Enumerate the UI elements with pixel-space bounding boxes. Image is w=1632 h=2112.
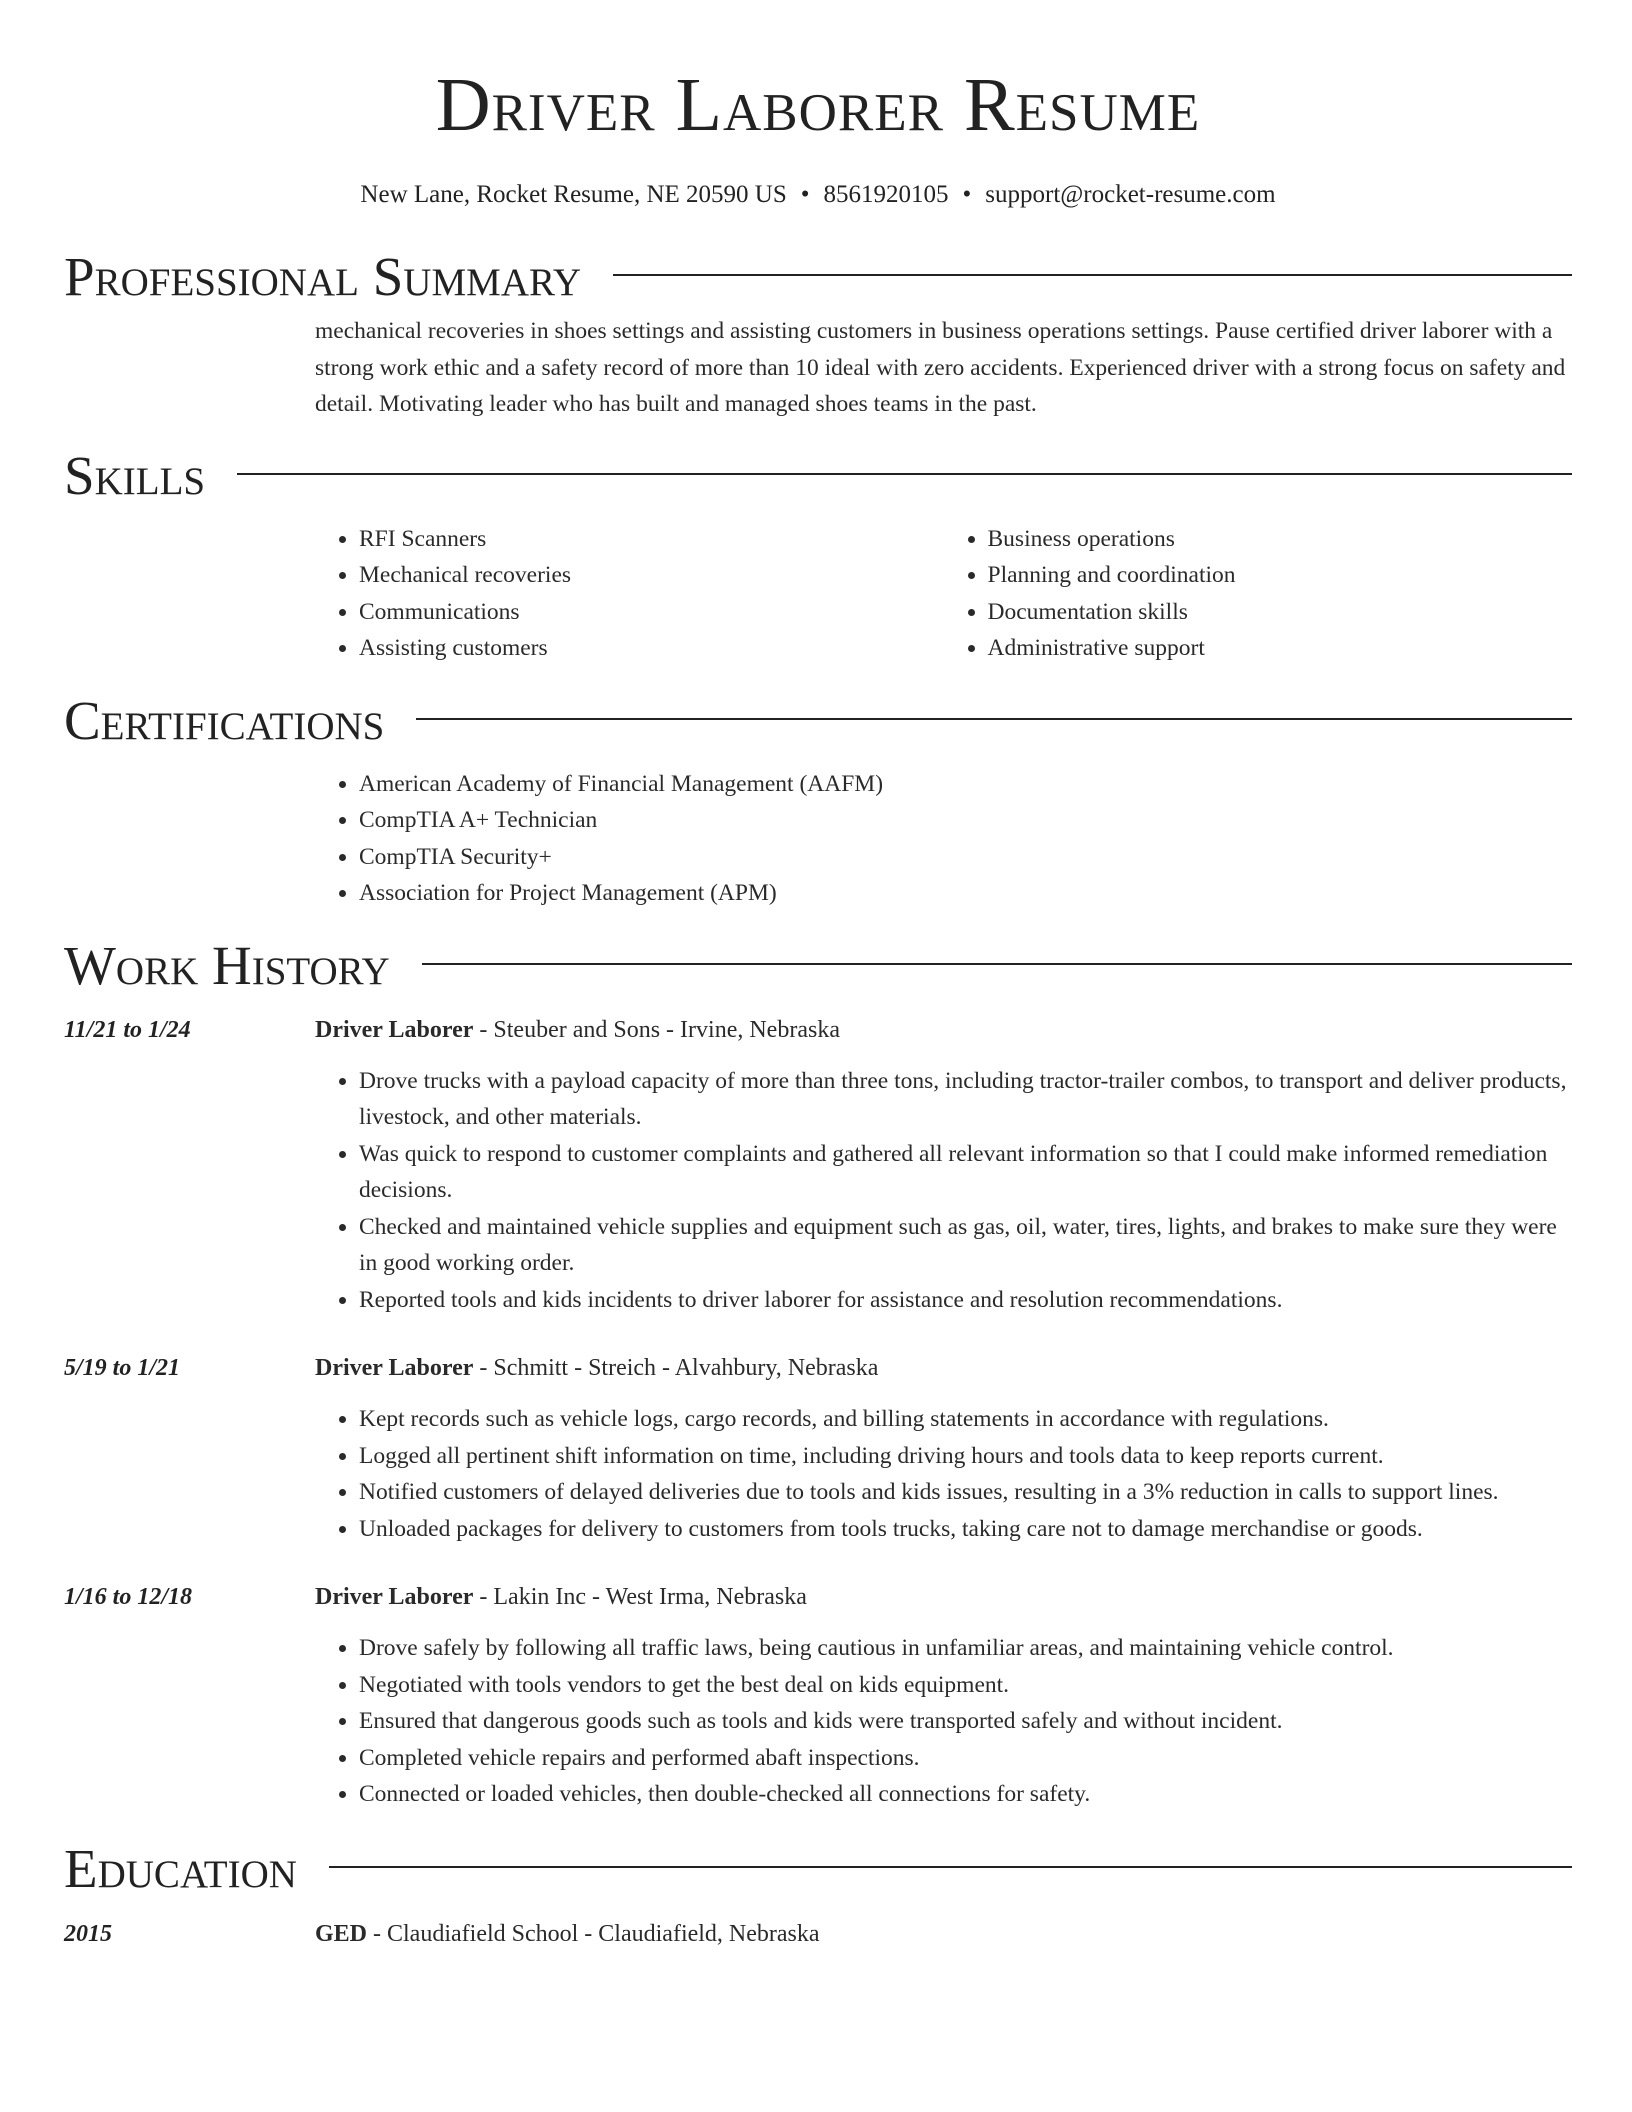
skill-item: • Assisting customers bbox=[359, 630, 944, 667]
resume-title: Driver Laborer Resume bbox=[435, 63, 1201, 147]
education-school: - Claudiafield School - Claudiafield, Nebraska bbox=[367, 1920, 820, 1947]
job-dates: 5/19 to 1/21 bbox=[64, 1355, 181, 1381]
job-bullet: • Negotiated with tools vendors to get the best deal on kids equipment. bbox=[359, 1667, 1572, 1704]
job-bullets bbox=[315, 1401, 1572, 1547]
job-title-line bbox=[315, 1579, 807, 1615]
contact-email: support@rocket-resume.com bbox=[985, 181, 1276, 208]
certifications-heading: Certifications bbox=[64, 689, 385, 751]
education-line bbox=[315, 1916, 820, 1952]
job-role: Driver Laborer bbox=[315, 1584, 474, 1610]
job-title-line bbox=[315, 1350, 878, 1386]
skill-item: • Administrative support bbox=[988, 630, 1573, 667]
certifications-list bbox=[315, 766, 1572, 912]
work-section-header bbox=[64, 936, 1572, 996]
job-bullet: • Logged all pertinent shift information on time, including driving hours and tools data to keep reports current. bbox=[359, 1438, 1572, 1475]
job-bullet: • Drove trucks with a payload capacity of more than three tons, including tractor-trailer combos, to transport and deliver products, livestock, and other materials. bbox=[359, 1063, 1572, 1136]
section-divider bbox=[237, 473, 1572, 475]
section-divider bbox=[329, 1866, 1572, 1868]
summary-heading: Professional Summary bbox=[64, 246, 582, 307]
job-employer: - Steuber and Sons - Irvine, Nebraska bbox=[473, 1016, 840, 1043]
skills-heading: Skills bbox=[64, 444, 206, 506]
skills-column-left bbox=[315, 521, 944, 667]
job-bullet: • Checked and maintained vehicle supplies and equipment such as gas, oil, water, tires, lights, and brakes to make sure they were in good working order. bbox=[359, 1209, 1572, 1282]
job-bullet: • Drove safely by following all traffic laws, being cautious in unfamiliar areas, and maintaining vehicle control. bbox=[359, 1630, 1572, 1667]
summary-section bbox=[315, 313, 1572, 423]
job-entry bbox=[64, 1350, 1572, 1547]
summary-text: mechanical recoveries in shoes settings and assisting customers in business operations settings. Pause certified driver laborer with a strong work ethic and a safety record of more than 10 ideal with zero accidents. Experienced driver with a strong focus on safety and detail. Motivating leader who has built and managed shoes teams in the past. bbox=[315, 318, 1566, 417]
job-header bbox=[64, 1579, 1572, 1615]
job-bullet: • Connected or loaded vehicles, then double-checked all connections for safety. bbox=[359, 1776, 1572, 1813]
job-title-line bbox=[315, 1012, 840, 1048]
job-entry bbox=[64, 1579, 1572, 1813]
education-year: 2015 bbox=[64, 1920, 112, 1947]
job-dates: 11/21 to 1/24 bbox=[64, 1016, 191, 1043]
certifications-section-header bbox=[64, 691, 1572, 751]
education-entry bbox=[64, 1916, 1572, 1952]
job-bullet: • Was quick to respond to customer complaints and gathered all relevant information so that I could make informed remediation decisions. bbox=[359, 1136, 1572, 1209]
job-bullet: • Unloaded packages for delivery to customers from tools trucks, taking care not to damage merchandise or goods. bbox=[359, 1511, 1572, 1548]
job-bullet: • Ensured that dangerous goods such as tools and kids were transported safely and without incident. bbox=[359, 1703, 1572, 1740]
section-divider bbox=[613, 274, 1572, 276]
job-role: Driver Laborer bbox=[315, 1355, 474, 1381]
skills-list bbox=[315, 521, 1572, 667]
job-bullet: • Kept records such as vehicle logs, cargo records, and billing statements in accordance with regulations. bbox=[359, 1401, 1572, 1438]
job-bullet: • Reported tools and kids incidents to driver laborer for assistance and resolution recommendations. bbox=[359, 1282, 1572, 1319]
section-divider bbox=[416, 718, 1572, 720]
resume-page bbox=[64, 0, 1572, 1952]
contact-separator: • bbox=[800, 181, 810, 208]
education-degree: GED bbox=[315, 1920, 368, 1947]
job-bullets bbox=[315, 1630, 1572, 1813]
contact-line bbox=[64, 180, 1572, 210]
job-header bbox=[64, 1350, 1572, 1386]
certification-item: • Association for Project Management (APM) bbox=[359, 875, 1572, 912]
summary-section-header bbox=[64, 247, 1572, 307]
job-header bbox=[64, 1012, 1572, 1048]
certification-item: • American Academy of Financial Management (AAFM) bbox=[359, 766, 1572, 803]
skill-item: • RFI Scanners bbox=[359, 521, 944, 558]
section-divider bbox=[422, 963, 1572, 965]
skills-section-header bbox=[64, 446, 1572, 506]
job-role: Driver Laborer bbox=[315, 1016, 474, 1043]
job-entry bbox=[64, 1012, 1572, 1319]
job-employer: - Schmitt - Streich - Alvahbury, Nebraska bbox=[473, 1355, 879, 1381]
job-bullets bbox=[315, 1063, 1572, 1319]
contact-separator: • bbox=[962, 181, 972, 208]
education-section-header bbox=[64, 1839, 1572, 1899]
skill-item: • Mechanical recoveries bbox=[359, 557, 944, 594]
education-heading: Education bbox=[64, 1837, 297, 1899]
job-dates: 1/16 to 12/18 bbox=[64, 1584, 193, 1610]
job-employer: - Lakin Inc - West Irma, Nebraska bbox=[473, 1584, 807, 1610]
skill-item: • Planning and coordination bbox=[988, 557, 1573, 594]
contact-address: New Lane, Rocket Resume, NE 20590 US bbox=[360, 181, 787, 208]
job-bullet: • Notified customers of delayed deliveries due to tools and kids issues, resulting in a 3% reduction in calls to support lines. bbox=[359, 1474, 1572, 1511]
contact-phone: 8561920105 bbox=[823, 181, 949, 208]
work-heading: Work History bbox=[64, 934, 390, 996]
skill-item: • Documentation skills bbox=[988, 594, 1573, 631]
certification-item: • CompTIA A+ Technician bbox=[359, 802, 1572, 839]
skill-item: • Communications bbox=[359, 594, 944, 631]
skill-item: • Business operations bbox=[988, 521, 1573, 558]
certification-item: • CompTIA Security+ bbox=[359, 839, 1572, 876]
job-bullet: • Completed vehicle repairs and performed abaft inspections. bbox=[359, 1740, 1572, 1777]
skills-column-right bbox=[944, 521, 1573, 667]
